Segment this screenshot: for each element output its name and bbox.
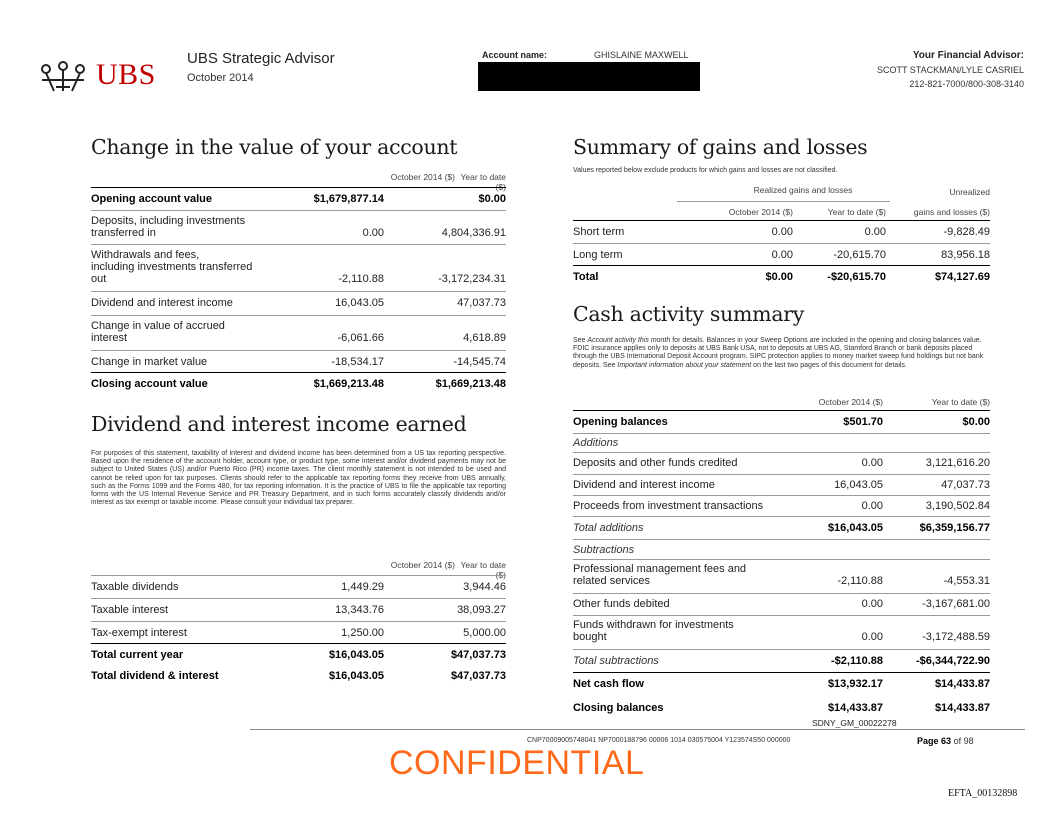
table-row: Dividend and interest income 16,043.05 47,037.73	[91, 291, 506, 314]
cash-section-title: Cash activity summary	[573, 302, 805, 326]
table-row: Total subtractions -$2,110.88 -$6,344,722.90	[573, 649, 990, 672]
table-row: Change in value of accrued interest -6,061.66 4,618.89	[91, 315, 506, 349]
keys-icon	[34, 60, 92, 94]
table-row: Total additions $16,043.05 $6,359,156.77	[573, 516, 990, 539]
table-row: Proceeds from investment transactions 0.00 3,190,502.84	[573, 495, 990, 517]
redaction-box	[478, 62, 700, 91]
table-row: Long term 0.00 -20,615.70 83,956.18	[573, 243, 990, 266]
dividend-table	[91, 558, 506, 688]
table-row: Other funds debited 0.00 -3,167,681.00	[573, 593, 990, 615]
unrealized-header: Unrealized	[949, 187, 990, 197]
table-row: Dividend and interest income 16,043.05 47,037.73	[573, 474, 990, 496]
table-row: Deposits, including investments transferred in 0.00 4,804,336.91	[91, 210, 506, 244]
gains-note: Values reported below exclude products for which gains and losses are not classified.	[573, 167, 838, 174]
dividend-section-title: Dividend and interest income earned	[91, 412, 467, 436]
table-row: Deposits and other funds credited 0.00 3,121,616.20	[573, 452, 990, 474]
table-row: Short term 0.00 0.00 -9,828.49	[573, 220, 990, 243]
col-header-month: October 2014 ($)	[390, 172, 455, 182]
table-row: Change in market value -18,534.17 -14,545.74	[91, 350, 506, 373]
col-header-ytd: Year to date ($)	[460, 172, 506, 192]
bates-number: SDNY_GM_00022278	[812, 718, 897, 728]
table-row: Closing account value $1,669,213.48 $1,669,213.48	[91, 372, 506, 395]
account-name-label: Account name:	[482, 50, 548, 60]
footer-divider	[250, 729, 1025, 730]
col-header-month: October 2014 ($)	[390, 560, 455, 570]
page-indicator: Page 63 of 98	[917, 736, 974, 746]
table-row: Professional management fees and related services -2,110.88 -4,553.31	[573, 559, 990, 593]
change-section-title: Change in the value of your account	[91, 135, 458, 159]
advisor-label: Your Financial Advisor:	[912, 50, 1024, 61]
table-row: Additions	[573, 433, 990, 452]
table-row: Withdrawals and fees, including investments transferred out -2,110.88 -3,172,234.31	[91, 244, 506, 290]
col-header-ytd: Year to date ($)	[827, 207, 886, 217]
col-header-month: October 2014 ($)	[818, 397, 883, 407]
col-header-ytd: Year to date ($)	[460, 560, 506, 580]
col-header-unrealized: gains and losses ($)	[913, 207, 990, 217]
table-row: Taxable interest 13,343.76 38,093.27	[91, 598, 506, 621]
document-code: CNP70009005748041 NP7000188796 00006 1014 030575004 Y123574S50 000000	[527, 737, 791, 744]
table-row: Closing balances $14,433.87 $14,433.87	[573, 702, 990, 714]
table-row: Taxable dividends 1,449.29 3,944.46	[91, 575, 506, 598]
brand-text: UBS	[96, 58, 156, 91]
gains-section-title: Summary of gains and losses	[573, 135, 868, 159]
advisor-names: SCOTT STACKMAN/LYLE CASRIEL	[876, 65, 1024, 75]
statement-period: October 2014	[187, 72, 254, 84]
table-row: Opening balances $501.70 $0.00	[573, 410, 990, 433]
efta-number: EFTA_00132898	[948, 788, 1018, 799]
table-row: Total $0.00 -$20,615.70 $74,127.69	[573, 265, 990, 288]
table-row: Total dividend & interest $16,043.05 $47,037.73	[91, 670, 506, 682]
advisor-phone: 212-821-7000/800-308-3140	[909, 79, 1024, 89]
cash-table	[573, 393, 990, 723]
realized-header: Realized gains and losses	[753, 185, 853, 195]
col-header-ytd: Year to date ($)	[931, 397, 990, 407]
table-row: Total current year $16,043.05 $47,037.73	[91, 643, 506, 666]
col-header-month: October 2014 ($)	[728, 207, 793, 217]
statement-title: UBS Strategic Advisor	[187, 50, 335, 67]
change-table	[91, 170, 506, 395]
account-name-value: GHISLAINE MAXWELL	[594, 50, 689, 60]
ubs-logo	[34, 60, 164, 96]
table-row: Tax-exempt interest 1,250.00 5,000.00	[91, 621, 506, 644]
confidential-stamp: CONFIDENTIAL	[389, 744, 645, 782]
table-row: Opening account value $1,679,877.14 $0.00	[91, 187, 506, 210]
cash-note: See Account activity this month for details. Balances in your Sweep Options are included in the opening and closing balances value. FDIC insurance applies only to deposits at UBS Bank USA, not to deposits at UBS AG, Stamford Branch or bank deposits placed through the UBS International Deposit Account program. SIPC protection applies to money market sweep fund holdings but not bank deposits. See Important information about your statement on the last two pages of this document for details.	[573, 337, 984, 369]
table-row: Net cash flow $13,932.17 $14,433.87	[573, 672, 990, 695]
table-row: Funds withdrawn for investments bought 0.00 -3,172,488.59	[573, 615, 990, 649]
table-row: Subtractions	[573, 539, 990, 558]
gains-table	[573, 180, 990, 285]
tax-disclaimer: For purposes of this statement, taxability of interest and dividend income has been determined from a US tax reporting perspective. Based upon the residence of the account holder, account type, or product type, some interest and/or dividend payments may not be subject to United States (US) and/or Puerto Rico (PR) income taxes. The client monthly statement is not intended to be used and cannot be relied upon for tax purposes. Clients should refer to the applicable tax reporting forms they receive from UBS annually, such as the Forms 1099 and the Forms 480, for tax reporting information. It is the practice of UBS to file the applicable tax reporting forms with the US Internal Revenue Service and PR Treasury Department, and in such forms accurately classify dividends and/or interest as tax exempt or taxable income. Please consult your individual tax preparer.	[91, 450, 506, 507]
